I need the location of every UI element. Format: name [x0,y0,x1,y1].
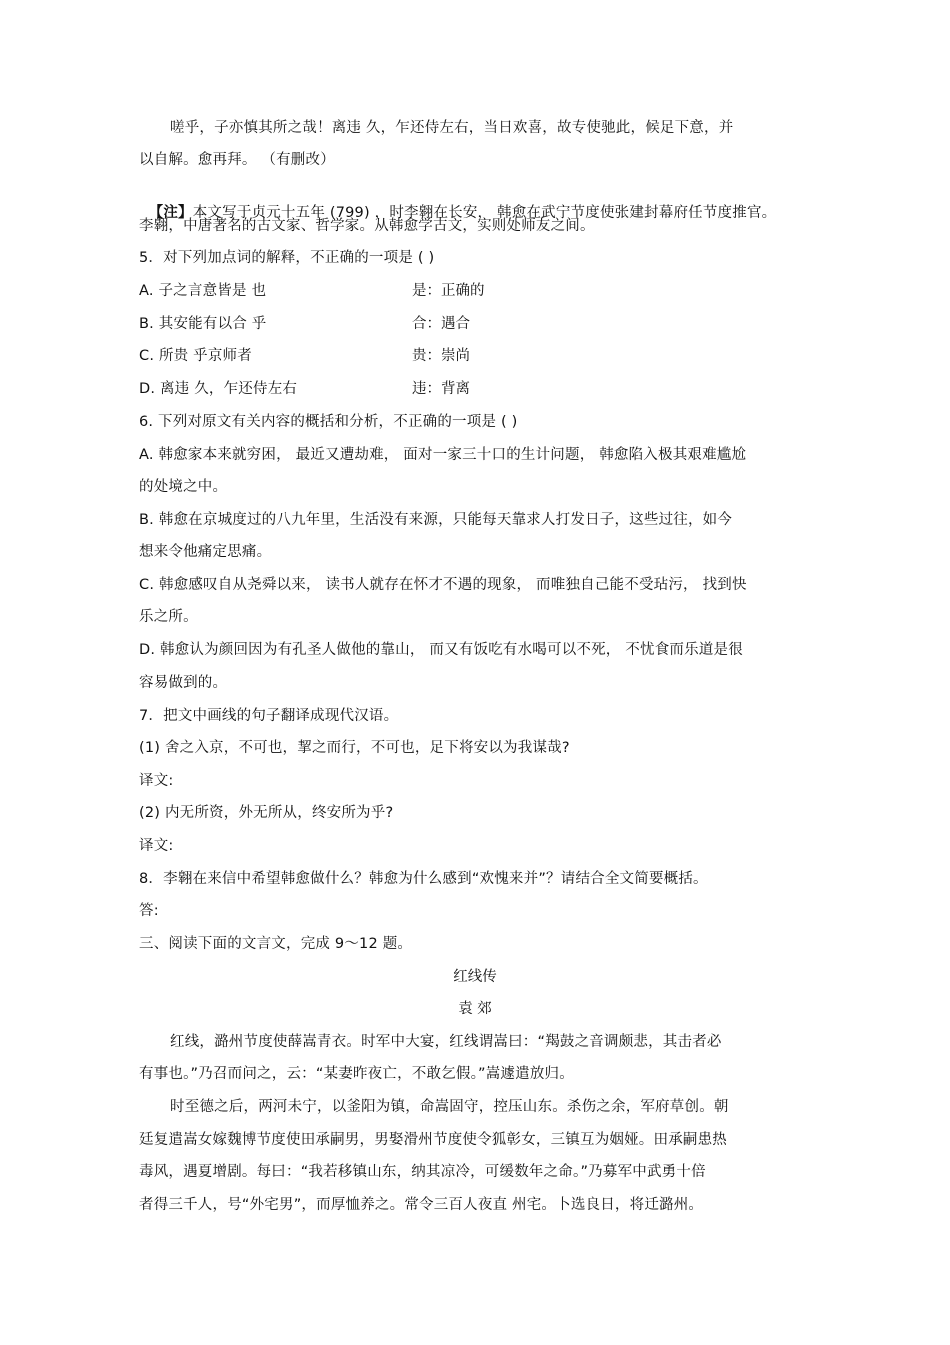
passage-line-1: 红线，潞州节度使薛嵩青衣。时军中大宴，红线谓嵩曰：“羯鼓之音调颇悲，其击者必 [170,1034,722,1050]
passage-line-2: 有事也。”乃召而问之，云：“某妻昨夜亡，不敢乞假。”嵩遽遣放归。 [139,1066,574,1082]
text-line-2: 以自解。愈再拜。 （有删改） [139,152,335,168]
q5-option-b-gloss: 合：遇合 [412,316,470,332]
q6-option-b: B. 韩愈在京城度过的八九年里，生活没有来源，只能每天靠求人打发日子，这些过往，如今 [139,512,733,528]
q5-option-a-gloss: 是：正确的 [412,283,485,299]
q7-answer-2: 译文: [139,838,174,854]
note-text: 本文写于贞元十五年 (799) ，时李翱在长安， 韩愈在武宁节度使张建封幕府任节度推官。 [192,205,777,221]
q6-option-a: A. 韩愈家本来就穷困， 最近又遭劫难， 面对一家三十口的生计问题， 韩愈陷入极其艰难尴尬 [139,447,747,463]
q5-option-b: B. 其安能有以合 乎 [139,316,267,332]
question-5: 5．对下列加点词的解释，不正确的一项是 ( ) [139,250,435,266]
passage-line-4: 廷复遣嵩女嫁魏博节度使田承嗣男，男娶滑州节度使令狐彰女，三镇互为姻娅。田承嗣患热 [139,1132,727,1148]
q6-option-c-cont: 乐之所。 [139,609,198,625]
q6-option-b-cont: 想来令他痛定思痛。 [139,544,272,560]
question-7: 7．把文中画线的句子翻译成现代汉语。 [139,708,399,724]
q7-answer-1: 译文: [139,773,174,789]
q7-sentence-2: (2) 内无所资，外无所从，终安所为乎? [139,805,394,821]
q6-option-d-cont: 容易做到的。 [139,675,228,691]
q5-option-a: A. 子之言意皆是 也 [139,283,267,299]
text-line-4: 李翱，中唐著名的古文家、哲学家。从韩愈学古文，实则处师友之间。 [139,218,595,234]
passage-line-5: 毒风，遇夏增剧。每曰：“我若移镇山东，纳其凉冷，可缓数年之命。”乃募军中武勇十倍 [139,1164,706,1180]
q8-answer: 答: [139,903,159,919]
q6-option-c: C. 韩愈感叹自从尧舜以来， 读书人就存在怀才不遇的现象， 而唯独自己能不受玷污， 找到快 [139,577,747,593]
q5-option-c-gloss: 贵：崇尚 [412,348,470,364]
passage-author: 袁 郊 [458,1001,492,1017]
q5-option-d: D. 离违 久，乍还侍左右 [139,381,298,397]
text-line-1: 嗟乎，子亦慎其所之哉！离违 久，乍还侍左右，当日欢喜，故专使驰此，候足下意，并 [170,120,734,136]
section-3-heading: 三、阅读下面的文言文，完成 9～12 题。 [139,936,413,952]
q6-option-a-cont: 的处境之中。 [139,479,228,495]
q7-sentence-1: (1) 舍之入京，不可也，挈之而行，不可也，足下将安以为我谋哉? [139,740,570,756]
q5-option-c: C. 所贵 乎京师者 [139,348,252,364]
note-label: 【注】 [148,205,193,221]
passage-title: 红线传 [453,969,497,985]
question-8: 8．李翱在来信中希望韩愈做什么？韩愈为什么感到“欢愧来并”？请结合全文简要概括。 [139,871,708,887]
q5-option-d-gloss: 违：背离 [412,381,470,397]
passage-line-3: 时至德之后，两河未宁，以釜阳为镇，命嵩固守，控压山东。杀伤之余，军府草创。朝 [170,1099,729,1115]
question-6: 6. 下列对原文有关内容的概括和分析，不正确的一项是 ( ) [139,414,518,430]
q6-option-d: D. 韩愈认为颜回因为有孔圣人做他的靠山， 而又有饭吃有水喝可以不死， 不忧食而乐道是很 [139,642,743,658]
passage-line-6: 者得三千人，号“外宅男”，而厚恤养之。常令三百人夜直 州宅。卜选良日，将迁潞州。 [139,1197,704,1213]
